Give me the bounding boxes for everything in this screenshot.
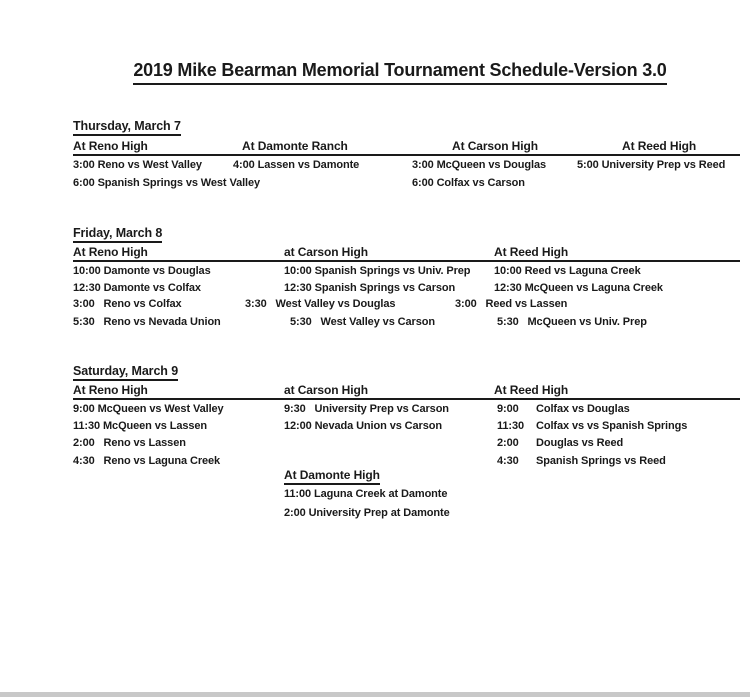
game-friday-reno-3: 3:00 Reno vs Colfax xyxy=(73,298,182,310)
game-saturday-damonte-1: 11:00 Laguna Creek at Damonte xyxy=(284,488,448,500)
header-rule-saturday xyxy=(73,398,740,400)
game-friday-reno-2: 12:30 Damonte vs Colfax xyxy=(73,282,201,294)
game-thursday-reno-2: 6:00 Spanish Springs vs West Valley xyxy=(73,177,261,189)
venue-header-saturday-damonte: At Damonte High xyxy=(284,468,380,485)
game-friday-reed-3: 3:00 Reed vs Lassen xyxy=(455,298,568,310)
game-saturday-reno-1: 9:00 McQueen vs West Valley xyxy=(73,403,224,415)
game-time: 4:30 xyxy=(497,455,519,467)
game-thursday-carson-2: 6:00 Colfax vs Carson xyxy=(412,177,525,189)
venue-header-friday-reed: At Reed High xyxy=(494,245,569,259)
game-match: Spanish Springs vs Reed xyxy=(536,455,666,467)
venue-header-saturday-reno: At Reno High xyxy=(73,383,148,397)
venue-header-thursday-reno: At Reno High xyxy=(73,139,148,153)
title-row xyxy=(60,60,740,85)
game-thursday-reno-1: 3:00 Reno vs West Valley xyxy=(73,159,202,171)
venue-header-friday-reno: At Reno High xyxy=(73,245,148,259)
game-friday-carson-2: 12:30 Spanish Springs vs Carson xyxy=(284,282,456,294)
venue-header-thursday-reed: At Reed High xyxy=(622,139,697,153)
game-thursday-carson-1: 3:00 McQueen vs Douglas xyxy=(412,159,547,171)
day-label-friday: Friday, March 8 xyxy=(73,226,162,243)
game-thursday-reed-1: 5:00 University Prep vs Reed xyxy=(577,159,726,171)
game-saturday-reed-3 xyxy=(497,436,623,450)
game-saturday-reno-2: 11:30 McQueen vs Lassen xyxy=(73,420,208,432)
game-time: 2:00 xyxy=(497,437,519,449)
document-title: 2019 Mike Bearman Memorial Tournament Schedule-Version 3.0 xyxy=(133,60,666,85)
game-saturday-reed-4 xyxy=(497,454,666,468)
game-saturday-reed-1 xyxy=(497,402,630,416)
game-saturday-damonte-2: 2:00 University Prep at Damonte xyxy=(284,507,450,519)
game-saturday-carson-2: 12:00 Nevada Union vs Carson xyxy=(284,420,442,432)
game-saturday-carson-1: 9:30 University Prep vs Carson xyxy=(284,403,449,415)
page-bottom-edge xyxy=(0,692,750,697)
game-friday-reed-1: 10:00 Reed vs Laguna Creek xyxy=(494,265,641,277)
header-rule-thursday xyxy=(73,154,740,156)
game-friday-carson-4: 5:30 West Valley vs Carson xyxy=(290,316,435,328)
game-saturday-reed-2 xyxy=(497,419,687,433)
game-time: 9:00 xyxy=(497,403,519,415)
venue-header-saturday-carson: at Carson High xyxy=(284,383,368,397)
game-friday-carson-3: 3:30 West Valley vs Douglas xyxy=(245,298,396,310)
game-saturday-reno-3: 2:00 Reno vs Lassen xyxy=(73,437,186,449)
venue-header-thursday-carson: At Carson High xyxy=(452,139,538,153)
game-friday-carson-1: 10:00 Spanish Springs vs Univ. Prep xyxy=(284,265,471,277)
game-time: 11:30 xyxy=(497,420,525,432)
venue-header-thursday-damonte: At Damonte Ranch xyxy=(242,139,348,153)
venue-header-saturday-reed: At Reed High xyxy=(494,383,569,397)
game-saturday-reno-4: 4:30 Reno vs Laguna Creek xyxy=(73,455,221,467)
game-thursday-damonte-1: 4:00 Lassen vs Damonte xyxy=(233,159,360,171)
game-friday-reno-1: 10:00 Damonte vs Douglas xyxy=(73,265,211,277)
game-friday-reed-2: 12:30 McQueen vs Laguna Creek xyxy=(494,282,663,294)
game-match: Colfax vs Douglas xyxy=(536,403,630,415)
day-label-thursday: Thursday, March 7 xyxy=(73,119,181,136)
header-rule-friday xyxy=(73,260,740,262)
game-friday-reed-4: 5:30 McQueen vs Univ. Prep xyxy=(497,316,647,328)
game-match: Colfax vs vs Spanish Springs xyxy=(536,420,688,432)
day-label-saturday: Saturday, March 9 xyxy=(73,364,178,381)
venue-header-friday-carson: at Carson High xyxy=(284,245,368,259)
game-match: Douglas vs Reed xyxy=(536,437,624,449)
game-friday-reno-4: 5:30 Reno vs Nevada Union xyxy=(73,316,221,328)
